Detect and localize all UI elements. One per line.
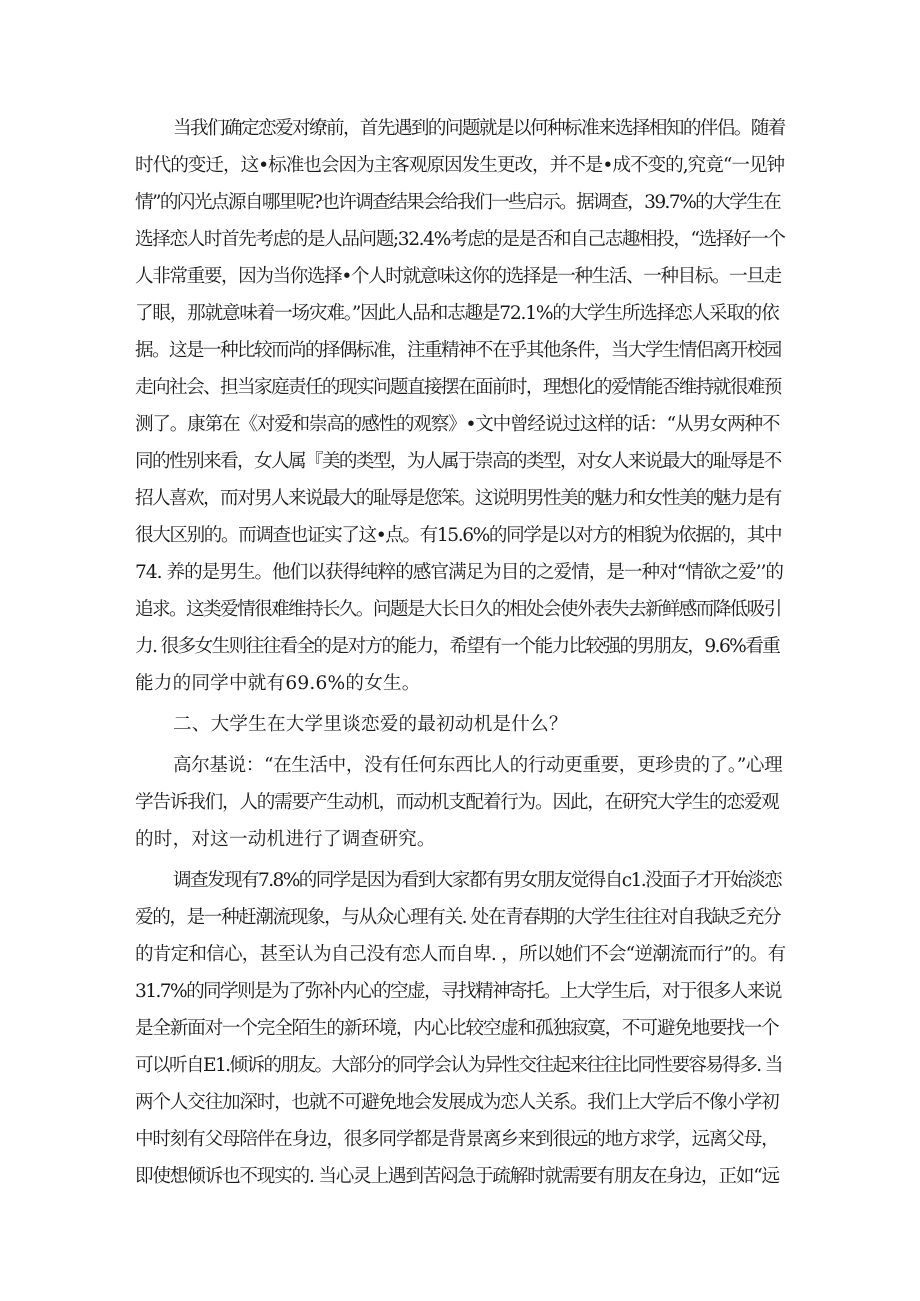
paragraph-1-line-11: 招人喜欢，而对男人来说最大的耻辱是您笨。这说明男性美的魅力和女性美的魅力是有 bbox=[135, 488, 781, 509]
paragraph-1-line-5: 人非常重要，因为当你选择•个人时就意味这你的选择是一种生活、一种目标。一旦走 bbox=[135, 266, 781, 287]
section-heading: 二、大学生在大学里谈恋爱的最初动机是什么？ bbox=[173, 714, 568, 735]
paragraph-3-line-2: 爱的，是一种赶潮流现象，与从众心理有关. 处在青春期的大学生往往对自我缺乏充分 bbox=[135, 907, 781, 928]
paragraph-3-line-7: 两个人交往加深时，也就不可避免地会发展成为恋人关系。我们上大学后不像小学初 bbox=[135, 1092, 779, 1113]
paragraph-1-line-10: 同的性别来看，女人属『美的类型，为人属于崇高的类型，对女人来说最大的耻辱是不 bbox=[135, 451, 781, 472]
paragraph-3-line-4: 31.7%的同学则是为了弥补内心的空虚，寻找精神寄托。上大学生后，对于很多人来说 bbox=[135, 981, 781, 1002]
paragraph-3-line-6: 可以听自E1.倾诉的朋友。大部分的同学会认为异性交往起来往往比同性要容易得多. 当 bbox=[135, 1055, 782, 1076]
paragraph-2-line-2: 学告诉我们，人的需要产生动机，而动机支配着行为。因此，在研究大学生的恋爱观 bbox=[135, 792, 779, 813]
paragraph-1-line-14: 追求。这类爱情很难维持长久。问题是大长日久的相处会使外表失去新鲜感而降低吸引 bbox=[135, 599, 781, 620]
paragraph-3-line-1: 调查发现有7.8%的同学是因为看到大家都有男女朋友觉得自c1.没面子才开始淡恋 bbox=[173, 870, 781, 891]
paragraph-2-line-3: 的时，对这一动机进行了调查研究。 bbox=[135, 829, 436, 850]
paragraph-1-line-8: 走向社会、担当家庭责任的现实问题直接摆在面前时，理想化的爱情能否维持就很难预 bbox=[135, 377, 781, 398]
paragraph-1-line-2: 时代的变迁，这•标准也会因为主客观原因发生更改，并不是•成不变的,究竟“一见钟 bbox=[135, 155, 785, 176]
paragraph-1-line-7: 据。这是一种比较而尚的择偶标准，注重精神不在乎其他条件，当大学生情侣离开校园 bbox=[135, 340, 781, 361]
paragraph-1-line-12: 很大区别的。而调查也证实了这•点。有15.6%的同学是以对方的相貌为依据的，其中 bbox=[135, 525, 782, 546]
paragraph-1-line-9: 测了。康第在《对爱和崇高的感性的观察》•文中曾经说过这样的话：“从男女两种不 bbox=[135, 414, 780, 435]
paragraph-3-line-9: 即使想倾诉也不现实的. 当心灵上遇到苦闷急于疏解时就需要有朋友在身边，正如“远 bbox=[135, 1166, 779, 1187]
paragraph-3-line-8: 中时刻有父母陪伴在身边，很多同学都是背景离乡来到很远的地方求学，远离父母， bbox=[135, 1129, 779, 1150]
paragraph-1-line-13: 74. 养的是男生。他们以获得纯粹的感官满足为目的之爱情，是一种对“情欲之爱’’的 bbox=[135, 562, 783, 583]
paragraph-1-line-1: 当我们确定恋爱对缭前，首先遇到的问题就是以何种标准来选择相知的伴侣。随着 bbox=[173, 118, 785, 139]
paragraph-2-line-1: 高尔基说：“在生活中，没有任何东西比人的行动更重要，更珍贵的了。”心理 bbox=[173, 755, 783, 776]
paragraph-1-line-4: 选择恋人时首先考虑的是人品问题;32.4%考虑的是是否和自己志趣相投，“选择好一个 bbox=[135, 229, 785, 250]
paragraph-1-line-3: 情”的闪光点源自哪里呢?也许调查结果会给我们一些启示。据调查，39.7%的大学生在 bbox=[135, 192, 781, 213]
paragraph-1-line-15: 力. 很多女生则往往看全的是对方的能力，希望有一个能力比较强的男朋友，9.6%看重 bbox=[135, 636, 780, 657]
paragraph-1-line-6: 了眼，那就意味着一场灾难。”因此人品和志趣是72.1%的大学生所选择恋人采取的依 bbox=[135, 303, 779, 324]
paragraph-3-line-5: 是全新面对一个完全陌生的新环境，内心比较空虚和孤独寂寞，不可避免地要找一个 bbox=[135, 1018, 779, 1039]
paragraph-3-line-3: 的肯定和信心，甚至认为自己没有恋人而自卑. ，所以她们不会“逆潮流而行”的。有 bbox=[135, 944, 786, 965]
paragraph-1-line-16: 能力的同学中就有69.6%的女生。 bbox=[135, 673, 421, 694]
